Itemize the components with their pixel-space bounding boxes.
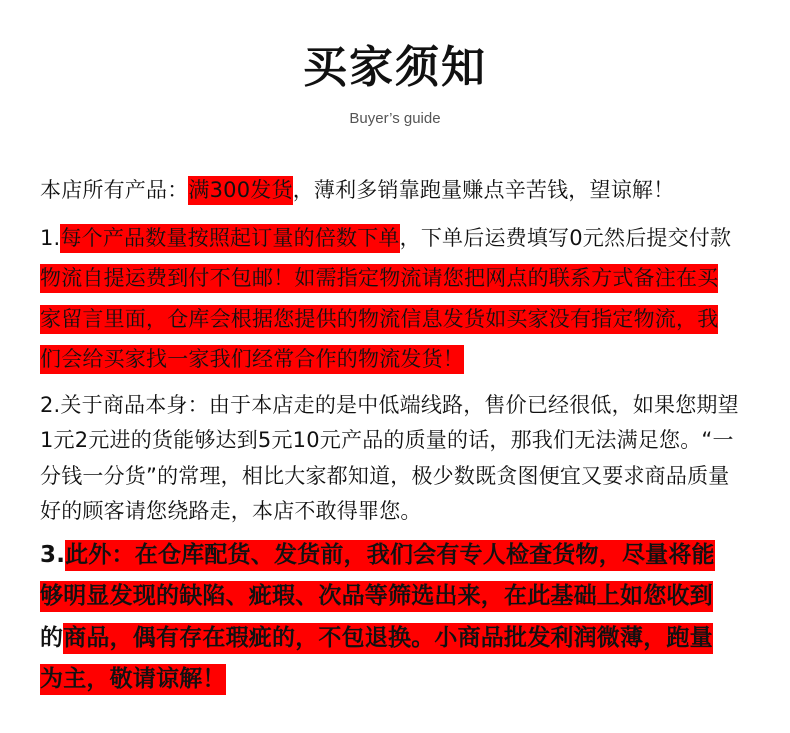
item3-line-3 (40, 619, 775, 657)
item2-line-1: 2.关于商品本身：由于本店走的是中低端线路，售价已经很低，如果您期望 (40, 393, 739, 417)
item1-line-4 (40, 343, 775, 375)
item1-highlight-line: 们会给买家找一家我们经常合作的物流发货！ (40, 345, 464, 374)
item3-highlight-line: 商品，偶有存在瑕疵的，不包退换。小商品批发利润微薄，跑量 (63, 623, 713, 654)
item1-highlight-first: 每个产品数量按照起订量的倍数下单 (60, 224, 399, 253)
item3-line-1 (40, 536, 775, 574)
item3-highlight-line: 够明显发现的缺陷、疵瑕、次品等筛选出来，在此基础上如您收到 (40, 581, 713, 612)
item1-line-1 (40, 222, 775, 254)
item3-line-2 (40, 577, 775, 615)
item1-number: 1. (40, 226, 61, 250)
intro-line (40, 174, 775, 206)
item3-number: 3. (40, 542, 66, 568)
item3-highlight-line: 为主，敬请谅解！ (40, 664, 226, 695)
item3-highlight-first: 此外：在仓库配货、发货前，我们会有专人检查货物，尽量将能 (65, 540, 715, 571)
page-title: 买家须知 (303, 42, 487, 93)
item1-line-2 (40, 262, 775, 294)
item1-line-3 (40, 303, 775, 335)
item1-highlight-line: 物流自提运费到付不包邮！如需指定物流请您把网点的联系方式备注在买 (40, 264, 718, 293)
item2-line-3: 分钱一分货”的常理，相比大家都知道，极少数既贪图便宜又要求商品质量 (40, 464, 730, 488)
item2-line-2: 1元2元进的货能够达到5元10元产品的质量的话，那我们无法满足您。“一 (40, 428, 734, 452)
intro-suffix: ，薄利多销靠跑量赚点辛苦钱，望谅解！ (292, 178, 675, 202)
item2-line-4: 好的顾客请您绕路走，本店不敢得罪您。 (40, 499, 422, 523)
intro-highlight: 满300发货 (188, 176, 292, 205)
item3-line-4 (40, 660, 775, 698)
item3-plain: 的 (40, 625, 64, 651)
item1-highlight-line: 家留言里面，仓库会根据您提供的物流信息发货如买家没有指定物流，我 (40, 305, 718, 334)
item1-normal-first: ，下单后运费填写0元然后提交付款 (399, 226, 732, 250)
intro-prefix: 本店所有产品： (40, 178, 189, 202)
page-subtitle: Buyer’s guide (349, 110, 441, 127)
